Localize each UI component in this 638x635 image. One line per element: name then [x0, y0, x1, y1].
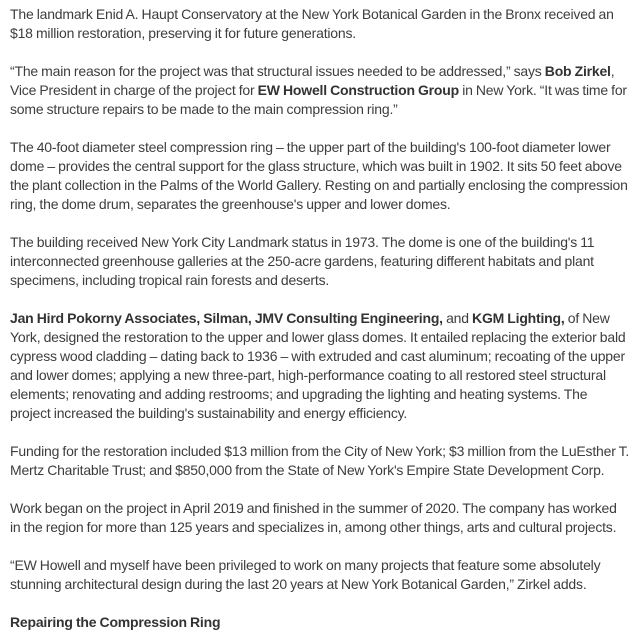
article-paragraph: Jan Hird Pokorny Associates, Silman, JMV Consulting Engineering, and KGM Lighting, of New York, designed the restoration to the upper and lower glass domes. It entailed replacing the exterior bald cypress wood cladding – dating back to 1936 – with extruded and cast aluminum; recoating of the upper and lower domes; applying a new three-part, high-performance coating to all restored steel structural elements; renovating and adding restrooms; and upgrading the lighting and heating systems. The project increased the building's sustainability and energy efficiency.	[10, 310, 626, 421]
bold-text: KGM Lighting,	[472, 310, 565, 326]
bold-text: EW Howell Construction Group	[257, 82, 459, 98]
article-paragraph: The 40-foot diameter steel compression ring – the upper part of the building's 100-foot diameter lower dome – provides the central support for the glass structure, which was built in 1902. It sits 50 feet above the plant collection in the Palms of the World Gallery. Resting on and partially enclosing the compression ring, the dome drum, separates the greenhouse's upper and lower domes.	[10, 139, 628, 212]
bold-text: Repairing the Compression Ring	[10, 614, 221, 630]
article-paragraph: Work began on the project in April 2019 and finished in the summer of 2020. The company has worked in the region for more than 125 years and specializes in, among other things, arts and cultural projects.	[10, 500, 617, 535]
bold-text: Jan Hird Pokorny Associates,	[10, 310, 201, 326]
article-paragraph: “The main reason for the project was that structural issues needed to be addressed,” says Bob Zirkel, Vice President in charge of the project for EW Howell Construction Group in New York. “It was time for some structure repairs to be made to the main compression ring.”	[10, 63, 627, 117]
article-paragraph: The landmark Enid A. Haupt Conservatory at the New York Botanical Garden in the Bronx received an $18 million restoration, preserving it for future generations.	[10, 6, 614, 41]
article-paragraph: The building received New York City Landmark status in 1973. The dome is one of the building's 11 interconnected greenhouse galleries at the 250-acre gardens, featuring different habitats and plant specimens, including tropical rain forests and deserts.	[10, 234, 595, 288]
bold-text: Silman,	[203, 310, 252, 326]
bold-text: Bob Zirkel	[544, 63, 611, 79]
bold-text: JMV Consulting Engineering,	[254, 310, 443, 326]
article-paragraph: Funding for the restoration included $13 million from the City of New York; $3 million from the LuEsther T. Mertz Charitable Trust; and $850,000 from the State of New York's Empire State Development Corp.	[10, 443, 630, 478]
article-paragraph: “EW Howell and myself have been privileged to work on many projects that feature some absolutely stunning architectural design during the last 20 years at New York Botanical Garden,” Zirkel adds.	[10, 557, 601, 592]
section-heading	[10, 613, 630, 632]
